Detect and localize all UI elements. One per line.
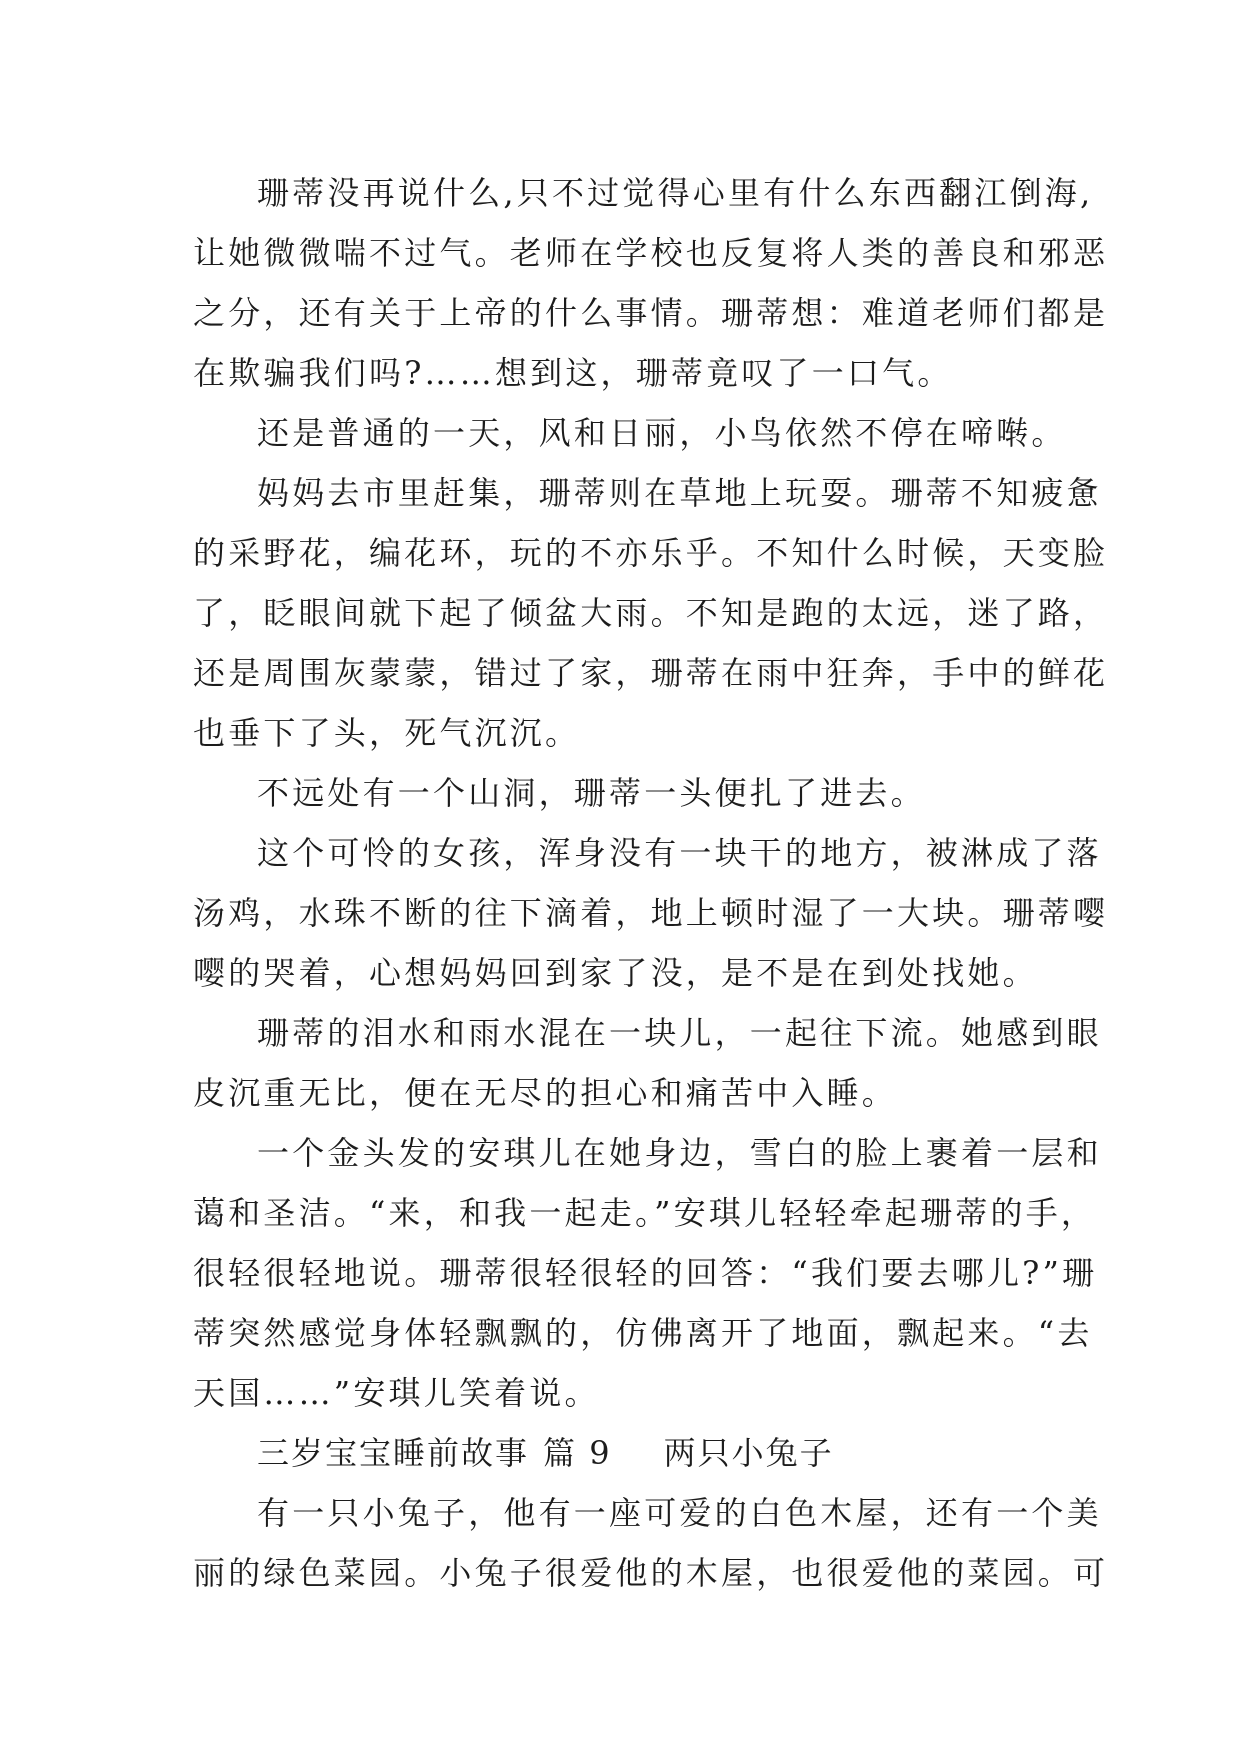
text-line: 之分，还有关于上帝的什么事情。珊蒂想：难道老师们都是 <box>193 294 1109 332</box>
text-line: 嘤的哭着，心想妈妈回到家了没，是不是在到处找她。 <box>193 954 1038 992</box>
text-line: 也垂下了头，死气沉沉。 <box>193 714 581 752</box>
text-line: 蔼和圣洁。“来，和我一起走。”安琪儿轻轻牵起珊蒂的手， <box>193 1194 1097 1232</box>
text-line: 一个金头发的安琪儿在她身边，雪白的脸上裹着一层和 <box>257 1134 1102 1172</box>
text-line: 丽的绿色菜园。小兔子很爱他的木屋，也很爱他的菜园。可 <box>193 1554 1109 1592</box>
text-line: 在欺骗我们吗?……想到这，珊蒂竟叹了一口气。 <box>193 354 953 392</box>
text-line: 珊蒂的泪水和雨水混在一块儿，一起往下流。她感到眼 <box>257 1014 1102 1052</box>
text-line: 不远处有一个山洞，珊蒂一头便扎了进去。 <box>257 774 926 812</box>
text-line: 的采野花，编花环，玩的不亦乐乎。不知什么时候，天变脸 <box>193 534 1109 572</box>
text-line: 珊蒂没再说什么,只不过觉得心里有什么东西翻江倒海, <box>257 174 1094 212</box>
text-line: 天国……”安琪儿笑着说。 <box>193 1374 600 1412</box>
text-line: 很轻很轻地说。珊蒂很轻很轻的回答：“我们要去哪儿?”珊 <box>193 1254 1098 1292</box>
text-line: 还是普通的一天，风和日丽，小鸟依然不停在啼啭。 <box>257 414 1067 452</box>
body-text <box>193 163 1109 1603</box>
text-line: 让她微微喘不过气。老师在学校也反复将人类的善良和邪恶 <box>193 234 1109 272</box>
text-line: 蒂突然感觉身体轻飘飘的，仿佛离开了地面，飘起来。“去 <box>193 1314 1093 1352</box>
text-line: 有一只小兔子，他有一座可爱的白色木屋，还有一个美 <box>257 1494 1102 1532</box>
story-heading <box>193 1423 1058 1483</box>
text-line: 了，眨眼间就下起了倾盆大雨。不知是跑的太远，迷了路， <box>193 594 1109 632</box>
text-line: 皮沉重无比，便在无尽的担心和痛苦中入睡。 <box>193 1074 898 1112</box>
story-chapter: 篇 9 <box>543 1434 612 1472</box>
text-line: 妈妈去市里赶集，珊蒂则在草地上玩耍。珊蒂不知疲惫 <box>257 474 1102 512</box>
text-line: 还是周围灰蒙蒙，错过了家，珊蒂在雨中狂奔，手中的鲜花 <box>193 654 1109 692</box>
text-line: 这个可怜的女孩，浑身没有一块干的地方，被淋成了落 <box>257 834 1102 872</box>
text-line: 汤鸡，水珠不断的往下滴着，地上顿时湿了一大块。珊蒂嘤 <box>193 894 1109 932</box>
story-series: 三岁宝宝睡前故事 <box>257 1434 530 1472</box>
story-title: 两只小兔子 <box>663 1434 834 1472</box>
